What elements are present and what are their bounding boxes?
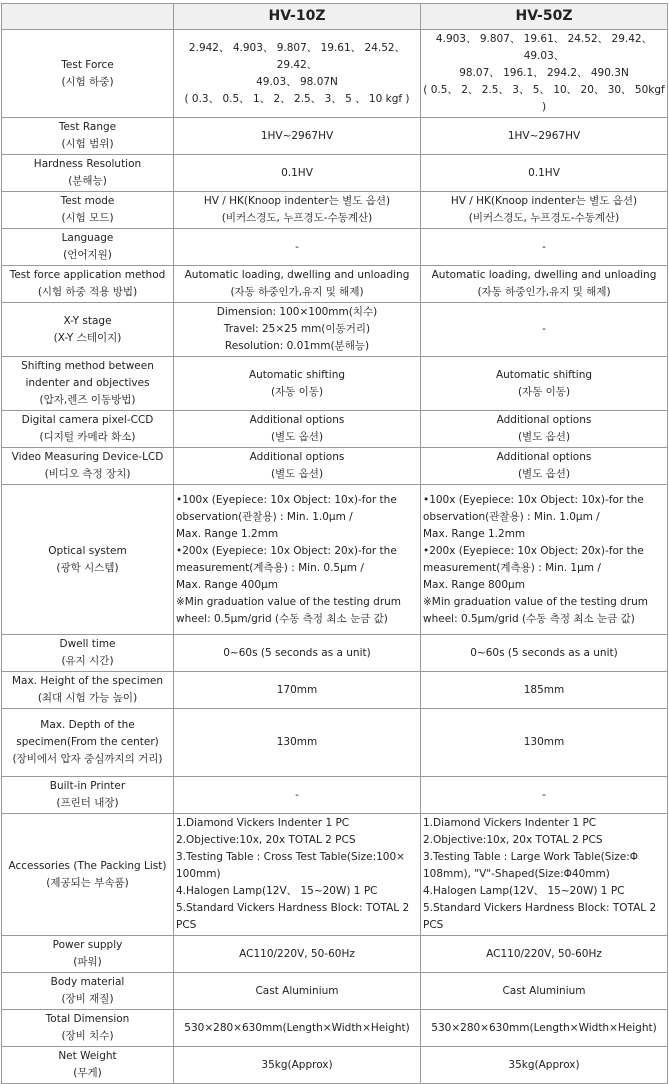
cell-line: 35kg(Approx) bbox=[261, 1058, 333, 1071]
cell-line: Additional options bbox=[249, 451, 345, 463]
spec-label bbox=[2, 266, 174, 303]
spec-value-hv-10z bbox=[174, 30, 421, 118]
spec-row bbox=[2, 1047, 668, 1084]
spec-label bbox=[2, 155, 174, 192]
cell-line: (비디오 측정 장치) bbox=[44, 468, 131, 480]
cell-line: Cast Aluminium bbox=[502, 984, 586, 997]
cell-line: Travel: 25×25 mm(이동거리) bbox=[223, 323, 371, 335]
cell-line: Hardness Resolution bbox=[33, 158, 142, 170]
cell-line: (분해능) bbox=[68, 175, 107, 187]
spec-value-hv-10z bbox=[174, 192, 421, 229]
spec-row bbox=[2, 814, 668, 936]
cell-line: Dimension: 100×100mm(치수) bbox=[216, 306, 378, 318]
cell-line: Automatic loading, dwelling and unloading bbox=[184, 269, 410, 281]
cell-line: 49.03、 98.07N bbox=[256, 75, 338, 88]
cell-line: 108mm), "V"-Shaped(Size:Φ40mm) bbox=[423, 868, 610, 880]
spec-value-hv-10z bbox=[174, 672, 421, 709]
cell-line: PCS bbox=[423, 919, 444, 931]
spec-row bbox=[2, 30, 668, 118]
header-row bbox=[2, 4, 668, 30]
cell-line: Max. Range 1.2mm bbox=[176, 527, 279, 540]
spec-value-hv-50z bbox=[421, 192, 668, 229]
cell-line: 0.1HV bbox=[528, 166, 560, 179]
cell-line: observation(관찰용) : Min. 1.0μm / bbox=[176, 510, 353, 523]
cell-line: 130mm bbox=[276, 736, 318, 748]
spec-value-hv-50z bbox=[421, 118, 668, 155]
cell-line: (파워) bbox=[73, 956, 102, 968]
cell-line: - bbox=[295, 240, 299, 253]
cell-line: PCS bbox=[176, 919, 197, 931]
cell-line: Net Weight bbox=[58, 1050, 117, 1062]
cell-line: Shifting method between bbox=[21, 360, 154, 372]
spec-value-hv-50z bbox=[421, 266, 668, 303]
cell-line: 5.Standard Vickers Hardness Block: TOTAL 2 bbox=[176, 902, 410, 914]
spec-value-hv-50z bbox=[421, 672, 668, 709]
cell-line: Video Measuring Device-LCD bbox=[11, 451, 164, 463]
cell-line: Cast Aluminium bbox=[255, 984, 339, 997]
spec-label bbox=[2, 303, 174, 357]
cell-line: Test Force bbox=[61, 58, 114, 71]
cell-line: 0~60s (5 seconds as a unit) bbox=[223, 646, 371, 659]
cell-line: 100mm) bbox=[176, 868, 221, 880]
cell-line: (장비 재질) bbox=[61, 993, 114, 1005]
cell-line: HV / HK(Knoop indenter는 별도 옵션) bbox=[450, 195, 638, 207]
spec-value-hv-50z bbox=[421, 709, 668, 777]
cell-line: 530×280×630mm(Length×Width×Height) bbox=[431, 1021, 657, 1034]
spec-table bbox=[1, 3, 668, 1084]
header-hv-10z: HV-10Z bbox=[174, 4, 421, 30]
cell-line: (프린터 내장) bbox=[56, 797, 119, 809]
cell-line: Max. Height of the specimen bbox=[11, 675, 164, 687]
spec-label bbox=[2, 1047, 174, 1084]
spec-row bbox=[2, 192, 668, 229]
cell-line: (별도 옵션) bbox=[270, 431, 324, 443]
spec-label bbox=[2, 814, 174, 936]
cell-line: (압자,렌즈 이동방법) bbox=[39, 394, 136, 406]
cell-line: Max. Range 800μm bbox=[423, 578, 525, 591]
spec-value-hv-50z bbox=[421, 814, 668, 936]
cell-line: AC110/220V, 50-60Hz bbox=[239, 947, 355, 960]
cell-line: (별도 옵션) bbox=[517, 431, 571, 443]
spec-label bbox=[2, 709, 174, 777]
spec-value-hv-10z bbox=[174, 1010, 421, 1047]
cell-line: 1HV~2967HV bbox=[260, 129, 334, 142]
cell-line: Test Range bbox=[58, 121, 117, 133]
cell-line: 185mm bbox=[523, 683, 565, 696]
spec-row bbox=[2, 266, 668, 303]
spec-label bbox=[2, 229, 174, 266]
spec-row bbox=[2, 303, 668, 357]
spec-row bbox=[2, 448, 668, 485]
cell-line: •200x (Eyepiece: 10x Object: 20x)-for the bbox=[423, 544, 644, 557]
cell-line: - bbox=[542, 323, 546, 335]
cell-line: (광학 시스템) bbox=[56, 561, 119, 574]
cell-line: (장비 치수) bbox=[61, 1030, 114, 1042]
cell-line: (시험 범위) bbox=[61, 138, 114, 150]
cell-line: Digital camera pixel-CCD bbox=[21, 414, 154, 426]
spec-label bbox=[2, 192, 174, 229]
spec-row bbox=[2, 936, 668, 973]
cell-line: wheel: 0.5μm/grid (수동 측정 최소 눈금 값) bbox=[176, 612, 388, 625]
spec-row bbox=[2, 1010, 668, 1047]
cell-line: 170mm bbox=[276, 683, 318, 696]
cell-line: 2.Objective:10x, 20x TOTAL 2 PCS bbox=[176, 834, 356, 846]
cell-line: 0~60s (5 seconds as a unit) bbox=[470, 646, 618, 659]
cell-line: 1.Diamond Vickers Indenter 1 PC bbox=[176, 817, 350, 829]
cell-line: Built-in Printer bbox=[49, 780, 126, 792]
spec-value-hv-10z bbox=[174, 411, 421, 448]
spec-label bbox=[2, 30, 174, 118]
cell-line: Power supply bbox=[52, 939, 123, 951]
cell-line: Resolution: 0.01mm(분해능) bbox=[224, 340, 370, 352]
cell-line: (비커스경도, 누프경도-수동계산) bbox=[221, 212, 373, 224]
cell-line: Accessories (The Packing List) bbox=[8, 859, 167, 872]
spec-value-hv-10z bbox=[174, 485, 421, 635]
cell-line: HV / HK(Knoop indenter는 별도 옵션) bbox=[203, 195, 391, 207]
spec-value-hv-50z bbox=[421, 448, 668, 485]
cell-line: 4.Halogen Lamp(12V、 15~20W) 1 PC bbox=[176, 885, 378, 897]
cell-line: Automatic shifting bbox=[495, 368, 593, 381]
cell-line: ( 0.5、 2、 2.5、 3、 5、 10、 20、 30、 50kgf ) bbox=[423, 84, 665, 113]
spec-label bbox=[2, 1010, 174, 1047]
spec-value-hv-50z bbox=[421, 357, 668, 411]
cell-line: indenter and objectives bbox=[25, 377, 150, 389]
cell-line: (별도 옵션) bbox=[270, 468, 324, 480]
spec-label bbox=[2, 411, 174, 448]
cell-line: ( 0.3、 0.5、 1、 2、 2.5、 3、 5 、 10 kgf ) bbox=[184, 92, 410, 105]
cell-line: •100x (Eyepiece: 10x Object: 10x)-for the bbox=[423, 493, 644, 506]
cell-line: 5.Standard Vickers Hardness Block: TOTAL 2 bbox=[423, 902, 657, 914]
spec-value-hv-50z bbox=[421, 155, 668, 192]
cell-line: (제공되는 부속품) bbox=[46, 876, 129, 889]
cell-line: Total Dimension bbox=[45, 1013, 130, 1025]
cell-line: 3.Testing Table : Large Work Table(Size:Φ bbox=[423, 851, 639, 863]
spec-value-hv-10z bbox=[174, 814, 421, 936]
spec-value-hv-10z bbox=[174, 229, 421, 266]
spec-value-hv-50z bbox=[421, 30, 668, 118]
spec-row bbox=[2, 155, 668, 192]
cell-line: 35kg(Approx) bbox=[508, 1058, 580, 1071]
spec-row bbox=[2, 709, 668, 777]
cell-line: Max. Range 1.2mm bbox=[423, 527, 526, 540]
spec-label bbox=[2, 777, 174, 814]
spec-label bbox=[2, 357, 174, 411]
spec-row bbox=[2, 672, 668, 709]
cell-line: 530×280×630mm(Length×Width×Height) bbox=[184, 1021, 410, 1034]
cell-line: Optical system bbox=[48, 544, 127, 557]
spec-value-hv-10z bbox=[174, 936, 421, 973]
cell-line: (X-Y 스테이지) bbox=[53, 331, 122, 344]
cell-line: Automatic shifting bbox=[248, 368, 346, 381]
cell-line: wheel: 0.5μm/grid (수동 측정 최소 눈금 값) bbox=[423, 612, 635, 625]
cell-line: Test force application method bbox=[9, 269, 166, 281]
cell-line: 3.Testing Table : Cross Test Table(Size:100× bbox=[176, 851, 405, 863]
spec-value-hv-10z bbox=[174, 448, 421, 485]
spec-value-hv-50z bbox=[421, 936, 668, 973]
spec-value-hv-10z bbox=[174, 973, 421, 1010]
spec-row bbox=[2, 411, 668, 448]
cell-line: (자동 이동) bbox=[270, 385, 324, 398]
cell-line: Test mode bbox=[60, 195, 115, 207]
spec-label bbox=[2, 973, 174, 1010]
spec-label bbox=[2, 635, 174, 672]
spec-value-hv-10z bbox=[174, 777, 421, 814]
spec-value-hv-50z bbox=[421, 777, 668, 814]
cell-line: Language bbox=[61, 232, 114, 244]
spec-row bbox=[2, 357, 668, 411]
spec-label bbox=[2, 448, 174, 485]
spec-value-hv-50z bbox=[421, 485, 668, 635]
cell-line: - bbox=[295, 788, 299, 801]
spec-value-hv-10z bbox=[174, 635, 421, 672]
spec-row bbox=[2, 118, 668, 155]
spec-value-hv-10z bbox=[174, 709, 421, 777]
cell-line: measurement(계측용) : Min. 0.5μm / bbox=[176, 561, 364, 574]
spec-label bbox=[2, 118, 174, 155]
spec-label bbox=[2, 672, 174, 709]
cell-line: (장비에서 압자 중심까지의 거리) bbox=[12, 753, 163, 765]
spec-value-hv-50z bbox=[421, 229, 668, 266]
spec-value-hv-50z bbox=[421, 635, 668, 672]
spec-row bbox=[2, 485, 668, 635]
cell-line: ※Min graduation value of the testing drum bbox=[176, 595, 402, 608]
spec-value-hv-10z bbox=[174, 155, 421, 192]
cell-line: (최대 시험 가능 높이) bbox=[37, 692, 138, 704]
cell-line: Max. Range 400μm bbox=[176, 578, 278, 591]
cell-line: X-Y stage bbox=[63, 314, 112, 327]
cell-line: observation(관찰용) : Min. 1.0μm / bbox=[423, 510, 600, 523]
spec-value-hv-10z bbox=[174, 357, 421, 411]
spec-value-hv-10z bbox=[174, 118, 421, 155]
spec-label bbox=[2, 485, 174, 635]
header-blank bbox=[2, 4, 174, 30]
cell-line: Max. Depth of the bbox=[40, 719, 135, 731]
cell-line: •200x (Eyepiece: 10x Object: 20x)-for the bbox=[176, 544, 397, 557]
spec-row bbox=[2, 777, 668, 814]
cell-line: (별도 옵션) bbox=[517, 468, 571, 480]
cell-line: ※Min graduation value of the testing drum bbox=[423, 595, 649, 608]
cell-line: (무게) bbox=[73, 1067, 102, 1079]
cell-line: (자동 하중인가,유지 및 해제) bbox=[230, 286, 364, 298]
cell-line: Additional options bbox=[249, 414, 345, 426]
cell-line: 4.Halogen Lamp(12V、 15~20W) 1 PC bbox=[423, 885, 625, 897]
spec-row bbox=[2, 635, 668, 672]
cell-line: - bbox=[542, 788, 546, 801]
cell-line: specimen(From the center) bbox=[16, 736, 159, 748]
spec-value-hv-10z bbox=[174, 1047, 421, 1084]
spec-value-hv-50z bbox=[421, 973, 668, 1010]
cell-line: (자동 하중인가,유지 및 해제) bbox=[477, 286, 611, 298]
cell-line: (유지 시간) bbox=[61, 655, 114, 667]
cell-line: - bbox=[542, 240, 546, 253]
cell-line: 98.07、 196.1、 294.2、 490.3N bbox=[459, 67, 629, 79]
spec-value-hv-50z bbox=[421, 1010, 668, 1047]
cell-line: 2.942、 4.903、 9.807、 19.61、 24.52、 29.42、 bbox=[188, 41, 406, 71]
cell-line: Additional options bbox=[496, 451, 592, 463]
cell-line: Automatic loading, dwelling and unloading bbox=[431, 269, 657, 281]
cell-line: 1.Diamond Vickers Indenter 1 PC bbox=[423, 817, 597, 829]
cell-line: 130mm bbox=[523, 736, 565, 748]
cell-line: 1HV~2967HV bbox=[507, 129, 581, 142]
spec-value-hv-50z bbox=[421, 1047, 668, 1084]
cell-line: (시험 하중) bbox=[61, 75, 114, 88]
cell-line: (시험 하중 적용 방법) bbox=[37, 286, 138, 298]
cell-line: AC110/220V, 50-60Hz bbox=[486, 947, 602, 960]
cell-line: Additional options bbox=[496, 414, 592, 426]
cell-line: (언어지원) bbox=[63, 249, 112, 261]
spec-value-hv-10z bbox=[174, 303, 421, 357]
cell-line: Body material bbox=[50, 976, 125, 988]
cell-line: (비커스경도, 누프경도-수동계산) bbox=[468, 212, 620, 224]
cell-line: measurement(계측용) : Min. 1μm / bbox=[423, 561, 601, 574]
header-hv-50z: HV-50Z bbox=[421, 4, 668, 30]
cell-line: 4.903、 9.807、 19.61、 24.52、 29.42、 49.03、 bbox=[435, 33, 653, 62]
cell-line: Dwell time bbox=[59, 638, 116, 650]
spec-value-hv-50z bbox=[421, 303, 668, 357]
spec-value-hv-10z bbox=[174, 266, 421, 303]
cell-line: •100x (Eyepiece: 10x Object: 10x)-for the bbox=[176, 493, 397, 506]
cell-line: 0.1HV bbox=[281, 166, 313, 179]
cell-line: (자동 이동) bbox=[517, 385, 571, 398]
spec-row bbox=[2, 229, 668, 266]
spec-row bbox=[2, 973, 668, 1010]
cell-line: (디지털 카메라 화소) bbox=[39, 431, 136, 443]
cell-line: (시험 모드) bbox=[61, 212, 114, 224]
cell-line: 2.Objective:10x, 20x TOTAL 2 PCS bbox=[423, 834, 603, 846]
spec-value-hv-50z bbox=[421, 411, 668, 448]
spec-label bbox=[2, 936, 174, 973]
